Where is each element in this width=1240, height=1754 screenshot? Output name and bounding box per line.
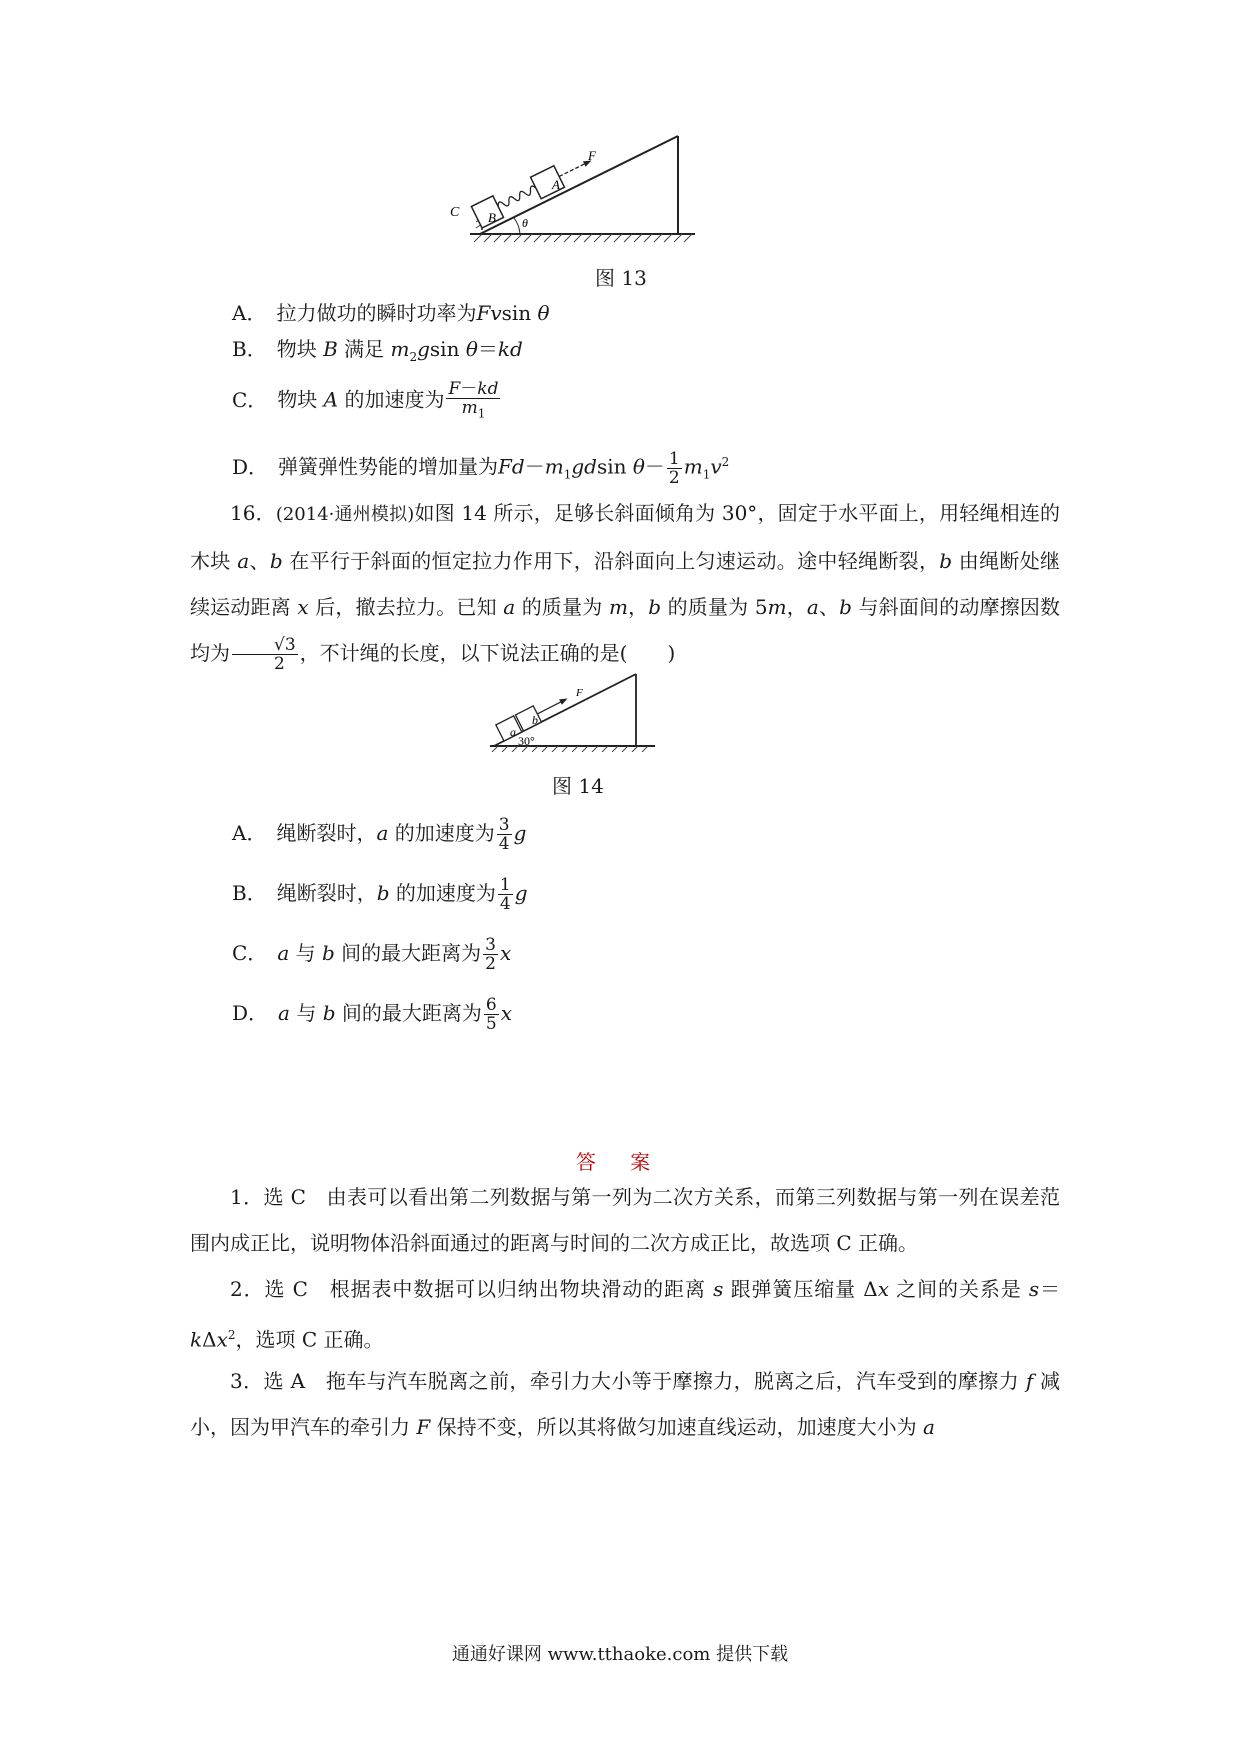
answer-2-end: ，选项 C 正确。: [235, 1327, 384, 1352]
q16-option-d: D． a 与 b 间的最大距离为 $\frac{6}{5}$ x: [232, 995, 512, 1034]
q15-option-b: B． 物块 B 满足 $m_2gsin$ θ＝kd: [232, 337, 523, 364]
label-C: C: [450, 205, 460, 220]
figure-14-incline-blocks-diagram: [490, 672, 660, 752]
option-label: D．: [232, 454, 269, 479]
option-label: D．: [232, 1001, 269, 1025]
answer-3: 3．选 A 拖车与汽车脱离之前，牵引力大小等于摩擦力，脱离之后，汽车受到的摩擦力 f 减小，因为甲汽车的牵引力 F 保持不变，所以其将做匀加速直线运动，加速度大小为 a: [190, 1369, 1060, 1439]
label-F: F: [576, 687, 583, 699]
option-text: 物块: [276, 337, 317, 361]
option-label: A．: [232, 301, 267, 325]
label-a: a: [510, 725, 516, 739]
option-text: 拉力做功的瞬时功率为: [276, 301, 477, 325]
answer-2-pre: 2．选 C 根据表中数据可以归纳出物块滑动的距离: [230, 1277, 706, 1301]
q16-text4: 后，撤去拉力。已知: [315, 595, 497, 619]
answer-2: 2．选 C 根据表中数据可以归纳出物块滑动的距离 s 跟弹簧压缩量 Δx 之间的关系是 s＝kΔx$^2$，选项 C 正确。: [190, 1277, 1061, 1352]
label-B: B: [488, 210, 496, 225]
option-label: A．: [232, 821, 267, 845]
figure-14-caption: 图 14: [552, 774, 604, 798]
q16-option-c: C． a 与 b 间的最大距离为 $\frac{3}{2}$ x: [232, 935, 512, 974]
option-text: 物块: [277, 387, 318, 412]
answer-1: [190, 1174, 1060, 1266]
option-text: 弹簧弹性势能的增加量为: [278, 454, 499, 479]
answers-title: 答 案: [575, 1150, 665, 1174]
q16-text1: 如图 14 所示，足够长斜面倾角为 30°，固定于水平面上，用轻绳相连的木块: [190, 501, 1060, 573]
option-text: 绳断裂时，: [276, 821, 377, 845]
option-label: C．: [232, 387, 268, 412]
label-30deg: 30°: [518, 734, 535, 748]
answer-2-mid: 跟弹簧压缩量 Δ: [730, 1277, 878, 1301]
label-theta: θ: [522, 216, 528, 230]
label-A: A: [552, 177, 560, 192]
option-text: 绳断裂时，: [276, 881, 377, 905]
option-text: 间的最大距离为: [341, 941, 482, 965]
q16-text8: ，不计绳的长度，以下说法正确的是(: [299, 641, 628, 665]
option-label: B．: [232, 337, 267, 361]
q16-text5: 的质量为: [521, 595, 603, 619]
option-label: B．: [232, 881, 267, 905]
answer-2-post: 之间的关系是: [896, 1277, 1022, 1301]
answer-3-pre: 3．选 A 拖车与汽车脱离之前，牵引力大小等于摩擦力，脱离之后，汽车受到的摩擦力: [230, 1369, 1020, 1393]
question-16: 16．(2014·通州模拟)如图 14 所示，足够长斜面倾角为 30°，固定于水平面上，用轻绳相连的木块 a、b 在平行于斜面的恒定拉力作用下，沿斜面向上匀速运动。途中轻绳断裂，b 由绳断处继续运动距离 x 后，撤去拉力。已知 a 的质量为 m，b 的质量为 5m，a、b 与斜面间的动摩擦因数均为 $\frac{√3}{2}$ ，不计绳的长度，以下说法正确的是( ): [190, 501, 1061, 674]
q16-option-b: B． 绳断裂时，b 的加速度为 $\frac{1}{4}$ g: [232, 875, 528, 914]
q15-option-c: C． 物块 A 的加速度为 $\frac{F-kd}{m_1}$: [232, 379, 499, 421]
q15-option-d: D． 弹簧弹性势能的增加量为$Fd-m_1gdsin$ θ－ $\frac{1}{2}$ $m_1v^2$: [232, 448, 730, 488]
q16-text7: 与斜面间的动摩擦因数均为: [190, 595, 1061, 665]
figure-13-caption: 图 13: [595, 266, 647, 290]
q16-text6: 的质量为 5: [667, 595, 768, 619]
footer-text: 通通好课网 www.tthaoke.com 提供下载: [451, 1644, 789, 1665]
answer-3-mid: 减小，因为甲汽车的牵引力: [190, 1369, 1060, 1439]
q16-text3: 由绳断处继续运动距离: [190, 549, 1061, 619]
figure-13-incline-spring-diagram: [440, 130, 710, 245]
q16-source: (2014·通州模拟): [275, 504, 415, 525]
option-label: C．: [232, 941, 268, 965]
q15-option-a: A． 拉力做功的瞬时功率为Fvsin θ: [232, 301, 550, 325]
q16-option-a: A． 绳断裂时，a 的加速度为 $\frac{3}{4}$ g: [232, 815, 527, 854]
q16-number: 16．: [230, 501, 276, 525]
q16-text2: 在平行于斜面的恒定拉力作用下，沿斜面向上匀速运动。途中轻绳断裂，: [289, 549, 940, 573]
answer-1-text: 1．选 C 由表可以看出第二列数据与第一列为二次方关系，而第三列数据与第一列在误差范围内成正比，说明物体沿斜面通过的距离与时间的二次方成正比，故选项 C 正确。: [190, 1185, 1060, 1255]
option-text: 间的最大距离为: [341, 1001, 482, 1025]
answer-3-post: 保持不变，所以其将做匀加速直线运动，加速度大小为: [436, 1415, 917, 1439]
label-b: b: [532, 713, 538, 727]
label-F: F: [588, 148, 596, 163]
